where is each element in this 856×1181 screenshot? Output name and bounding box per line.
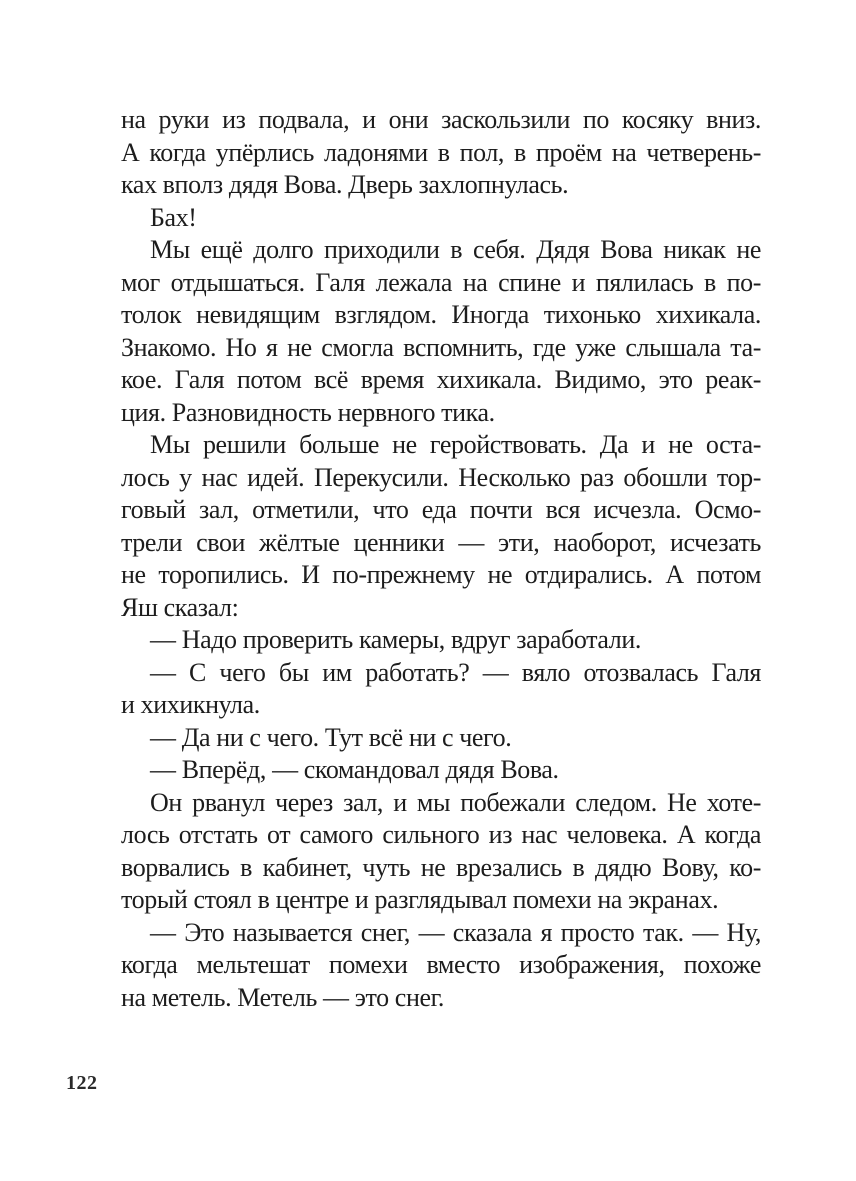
text-line: трели свои жёлтые ценники — эти, наоборот, исчезать xyxy=(121,527,761,557)
text-line: не торопились. И по-прежнему не отдирались. А потом xyxy=(121,560,761,589)
text-line: Знакомо. Но я не смогла вспомнить, где уже слышала та- xyxy=(121,332,761,362)
paragraph xyxy=(121,234,761,429)
paragraph xyxy=(121,429,761,624)
text-line: когда мельтешат помехи вместо изображения, похоже xyxy=(121,950,761,979)
page-number: 122 xyxy=(66,1072,98,1094)
paragraph xyxy=(121,624,761,657)
text-line: — Да ни с чего. Тут всё ни с чего. xyxy=(150,722,512,752)
text-line: говый зал, отметили, что еда почти вся исчезла. Осмо- xyxy=(121,495,761,524)
text-line: на руки из подвала, и они заскользили по косяку вниз. xyxy=(121,105,761,134)
text-line: ворвались в кабинет, чуть не врезались в дядю Вову, ко- xyxy=(121,852,761,882)
paragraph xyxy=(121,104,761,202)
paragraph xyxy=(121,657,761,722)
text-line: мог отдышаться. Галя лежала на спине и пялилась в по- xyxy=(121,267,761,297)
text-line: — С чего бы им работать? — вяло отозвалась Галя xyxy=(150,657,761,687)
text-line: Бах! xyxy=(150,202,197,232)
text-line: на метель. Метель — это снег. xyxy=(121,982,445,1012)
text-line: — Надо проверить камеры, вдруг заработали. xyxy=(150,625,641,654)
text-line: Он рванул через зал, и мы побежали следом. Не хоте- xyxy=(150,787,761,817)
text-line: кое. Галя потом всё время хихикала. Видимо, это реак- xyxy=(121,365,761,394)
text-line: Мы решили больше не геройствовать. Да и не оста- xyxy=(150,430,761,459)
text-line: — Это называется снег, — сказала я просто так. — Ну, xyxy=(150,917,761,947)
paragraph xyxy=(121,202,761,235)
text-line: Мы ещё долго приходили в себя. Дядя Вова никак не xyxy=(150,235,761,264)
paragraph xyxy=(121,722,761,755)
text-line: толок невидящим взглядом. Иногда тихонько хихикала. xyxy=(121,300,761,329)
paragraph xyxy=(121,754,761,787)
text-line: Яш сказал: xyxy=(121,592,239,622)
text-line: А когда упёрлись ладонями в пол, в проём на четверень- xyxy=(121,137,761,167)
page-text xyxy=(121,104,761,1014)
paragraph xyxy=(121,787,761,917)
text-line: и хихикнула. xyxy=(121,690,260,719)
paragraph xyxy=(121,917,761,1015)
text-line: лось у нас идей. Перекусили. Несколько раз обошли тор- xyxy=(121,462,761,492)
text-line: — Вперёд, — скомандовал дядя Вова. xyxy=(150,755,559,784)
text-line: ках вполз дядя Вова. Дверь захлопнулась. xyxy=(121,170,569,199)
text-line: торый стоял в центре и разглядывал помехи на экранах. xyxy=(121,885,719,914)
text-line: ция. Разновидность нервного тика. xyxy=(121,397,495,427)
text-line: лось отстать от самого сильного из нас человека. А когда xyxy=(121,820,761,849)
